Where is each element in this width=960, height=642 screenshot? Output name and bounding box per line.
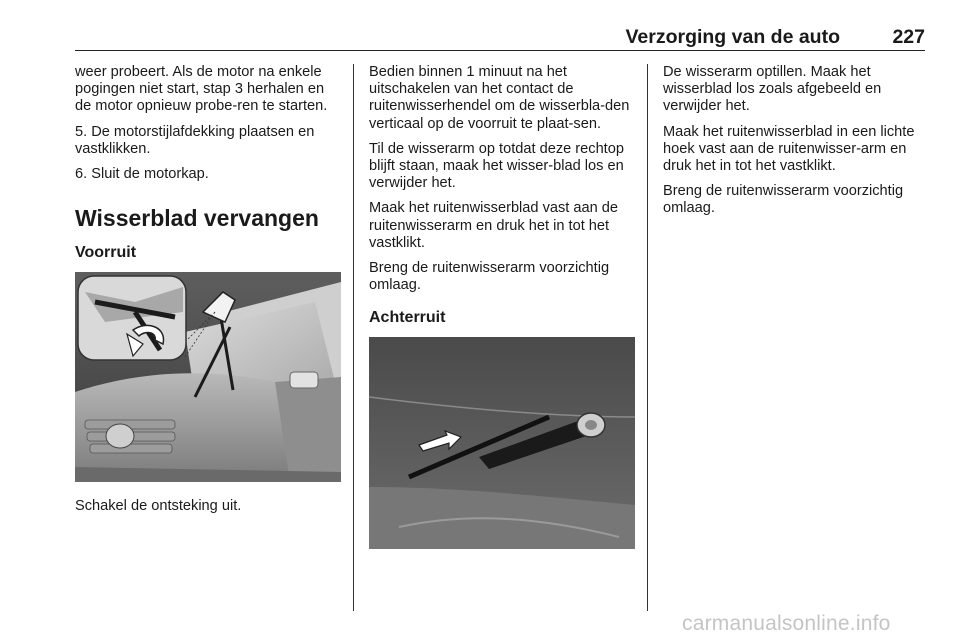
column-left [75,64,341,523]
section-title: Verzorging van de auto [625,26,840,48]
page-header [75,26,925,51]
paragraph: Schakel de ontsteking uit. [75,498,242,515]
paragraph: 6. Sluit de motorkap. [75,166,209,183]
paragraph: Til de wisserarm op totdat deze rechtop blijft staan, maak het wisser-blad los en verwijder het. [369,140,624,192]
paragraph: Maak het ruitenwisserblad in een lichte hoek vast aan de ruitenwisser-arm en druk het in tot het vastklikt. [663,123,915,175]
paragraph: Maak het ruitenwisserblad vast aan de ruitenwisserarm en druk het in tot het vastklikt. [369,200,619,251]
paragraph: Bedien binnen 1 minuut na het uitschakelen van het contact de ruitenwisserhendel om de wisserbla-den verticaal op de voorruit te plaat-sen. [369,64,630,132]
column-divider [647,64,648,611]
subsection-heading: Voorruit [75,244,137,262]
paragraph: Breng de ruitenwisserarm voorzichtig omlaag. [663,183,904,217]
paragraph: De wisserarm optillen. Maak het wisserblad los zoals afgebeeld en verwijder het. [663,64,882,115]
paragraph: weer probeert. Als de motor na enkele pogingen niet start, stap 3 herhalen en de motor opnieuw probe-ren te starten. [75,64,328,115]
paragraph: Breng de ruitenwisserarm voorzichtig omlaag. [369,260,610,294]
subsection-heading: Achterruit [369,309,446,327]
section-heading: Wisserblad vervangen [75,205,319,232]
rear-wiper-illustration [369,337,635,549]
column-divider [353,64,354,611]
column-right [663,64,929,226]
watermark: carmanualsonline.info [682,612,891,635]
front-wiper-illustration [75,272,341,482]
page-number: 227 [892,26,925,48]
column-middle [369,64,635,549]
paragraph: 5. De motorstijlafdekking plaatsen en vastklikken. [75,123,315,157]
